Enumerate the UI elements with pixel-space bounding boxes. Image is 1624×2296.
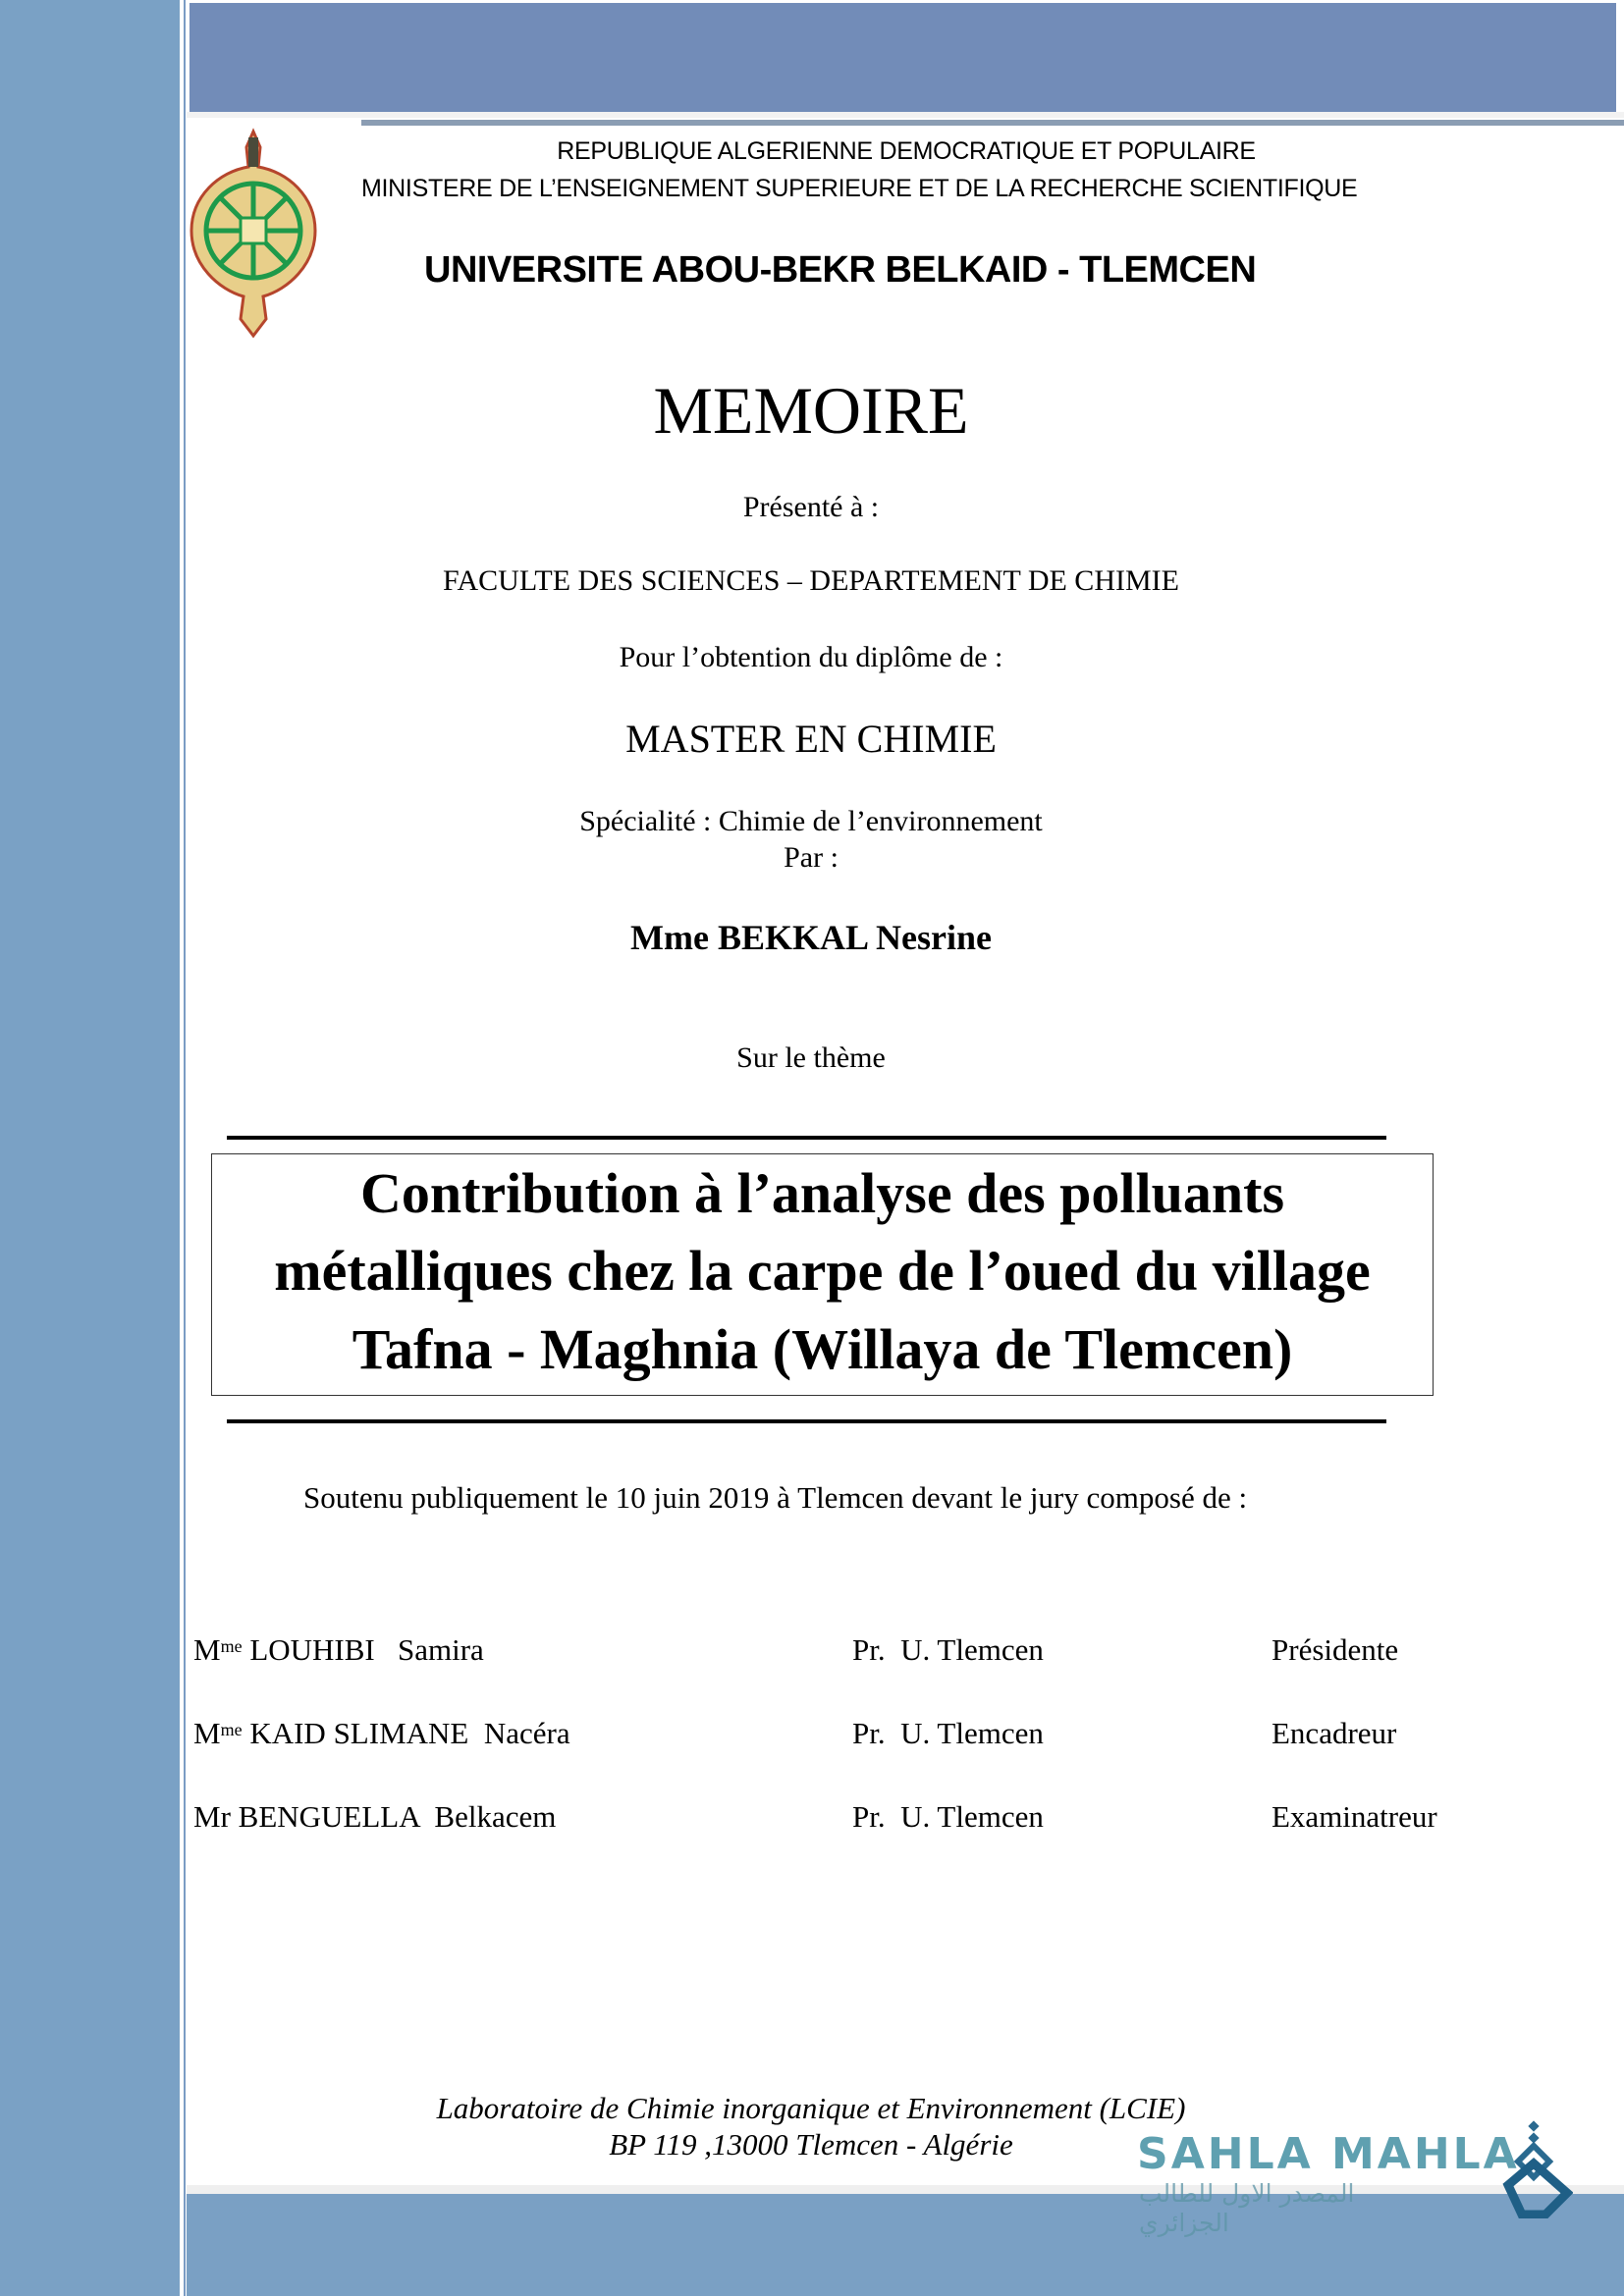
watermark-emblem-icon — [1502, 2120, 1573, 2218]
laboratory-address: BP 119 ,13000 Tlemcen - Algérie — [609, 2127, 1013, 2162]
author-name: Mme BEKKAL Nesrine — [630, 918, 992, 957]
defense-statement: Soutenu publiquement le 10 juin 2019 à Tlemcen devant le jury composé de : — [303, 1480, 1248, 1515]
jury-prefix: M — [193, 1716, 221, 1750]
jury-member-role: Examinatreur — [1272, 1799, 1437, 1834]
jury-member-role: Présidente — [1272, 1632, 1399, 1667]
top-banner — [189, 3, 1616, 112]
jury-member-name: Mr BENGUELLA Belkacem — [193, 1799, 557, 1834]
laboratory: Laboratoire de Chimie inorganique et Environnement (LCIE) — [436, 2091, 1186, 2125]
jury-member-grade: Pr. U. Tlemcen — [852, 1632, 1044, 1667]
jury-prefix: M — [193, 1632, 221, 1667]
jury-member-name — [193, 1631, 484, 1669]
title-rule-top — [227, 1136, 1386, 1140]
left-sidebar-band — [0, 0, 180, 2296]
by-label: Par : — [784, 841, 839, 874]
header-rule — [361, 120, 1624, 126]
document-type: MEMOIRE — [653, 373, 969, 448]
jury-name: LOUHIBI Samira — [242, 1632, 484, 1667]
obtention-label: Pour l’obtention du diplôme de : — [619, 641, 1003, 673]
jury-member-grade: Pr. U. Tlemcen — [852, 1799, 1044, 1834]
speciality: Spécialité : Chimie de l’environnement — [579, 805, 1043, 837]
thesis-title-line-3: Tafna - Maghnia (Willaya de Tlemcen) — [352, 1317, 1293, 1381]
thesis-title-line-2: métalliques chez la carpe de l’oued du village — [274, 1239, 1371, 1303]
title-rule-bottom — [227, 1419, 1386, 1423]
jury-member-role: Encadreur — [1272, 1716, 1397, 1750]
jury-member-name — [193, 1715, 570, 1752]
republic-line: REPUBLIQUE ALGERIENNE DEMOCRATIQUE ET POPULAIRE — [557, 137, 1256, 165]
jury-member-grade: Pr. U. Tlemcen — [852, 1716, 1044, 1750]
presented-to: Présenté à : — [742, 491, 880, 523]
thesis-title-line-1: Contribution à l’analyse des polluants — [359, 1161, 1285, 1225]
degree: MASTER EN CHIMIE — [625, 717, 997, 761]
university-name: UNIVERSITE ABOU-BEKR BELKAID - TLEMCEN — [424, 249, 1257, 291]
theme-label: Sur le thème — [736, 1041, 886, 1074]
jury-name: KAID SLIMANE Nacéra — [242, 1716, 570, 1750]
jury-prefix-sup: me — [220, 1636, 243, 1656]
sidebar-divider — [184, 0, 186, 2296]
banner-shadow — [187, 112, 1624, 118]
watermark-tagline: المصدر الاول للطالب الجزائري — [1139, 2179, 1355, 2237]
jury-prefix-sup: me — [220, 1720, 243, 1739]
faculty: FACULTE DES SCIENCES – DEPARTEMENT DE CHIMIE — [443, 564, 1179, 597]
watermark-name: SAHLA MAHLA — [1137, 2129, 1520, 2179]
ministry-line: MINISTERE DE L’ENSEIGNEMENT SUPERIEURE ET DE LA RECHERCHE SCIENTIFIQUE — [361, 175, 1358, 202]
